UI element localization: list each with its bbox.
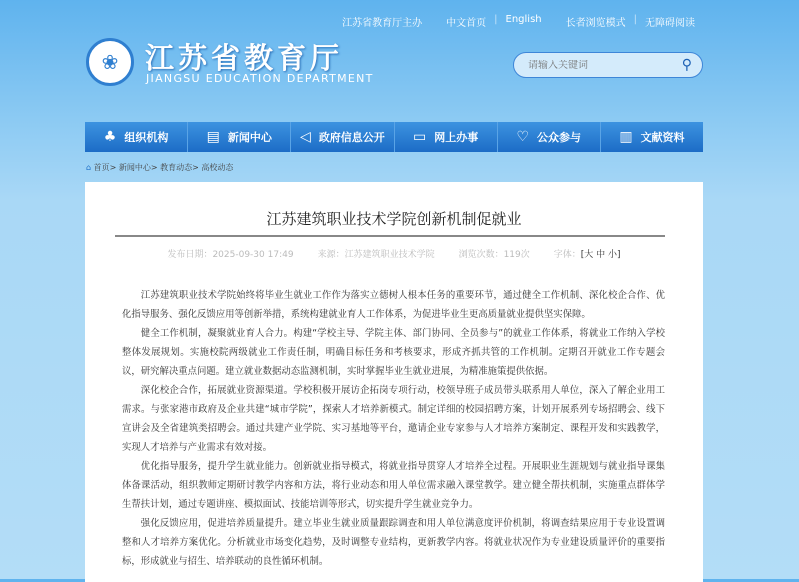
view-count: 浏览次数：119次 <box>458 250 530 260</box>
nav-item-1[interactable] <box>188 122 291 152</box>
nav-label: 公众参与 <box>537 131 582 144</box>
breadcrumb-home[interactable]: 首页 <box>93 163 110 172</box>
divider: | <box>494 14 498 25</box>
search-input[interactable] <box>528 60 682 71</box>
nav-item-0[interactable] <box>85 122 188 152</box>
printer-icon: ▥ <box>619 129 633 145</box>
home-icon: ⌂ <box>86 163 92 172</box>
title-divider <box>115 235 665 237</box>
main-nav <box>85 122 703 152</box>
breadcrumb-edu-news[interactable]: 教育动态 <box>160 163 193 172</box>
nav-item-2[interactable] <box>291 122 394 152</box>
org-chart-icon: ♣ <box>103 129 117 145</box>
nav-item-3[interactable] <box>395 122 498 152</box>
heart-icon: ♡ <box>516 129 530 145</box>
sponsor-text: 江苏省教育厅主办 <box>342 18 423 29</box>
link-elder-mode[interactable]: 长者浏览模式 <box>565 18 626 29</box>
logo-emblem-icon[interactable]: ❀ <box>86 38 134 86</box>
paragraph: 江苏建筑职业技术学院始终将毕业生就业工作作为落实立德树人根本任务的重要环节，通过健全工作机制、深化校企合作、优化指导服务、强化反馈应用等创新举措，系统构建就业育人工作体系，为促进毕业生更高质量就业提供坚实保障。 <box>122 290 665 320</box>
search-icon[interactable]: ⚲ <box>681 57 692 73</box>
document-icon: ▤ <box>206 129 220 145</box>
monitor-icon: ▭ <box>412 129 427 145</box>
paragraph: 健全工作机制，凝聚就业育人合力。构建“学校主导、学院主体、部门协同、全员参与”的就业工作体系，将就业工作纳入学校整体发展规划。实施校院两级就业工作责任制，明确目标任务和考核要求，形成齐抓共管的工作机制。定期召开就业工作专题会议，研究解决重点问题。建立就业数据动态监测机制，实时掌握毕业生就业进展，为精准施策提供依据。 <box>122 328 665 377</box>
article-meta <box>85 247 703 260</box>
site-title-en: JIANGSU EDUCATION DEPARTMENT <box>146 72 374 85</box>
nav-label: 文献资料 <box>640 131 685 144</box>
breadcrumb-news[interactable]: 新闻中心 <box>118 163 151 172</box>
article-card <box>85 182 703 582</box>
search-box <box>513 52 703 78</box>
nav-label: 网上办事 <box>434 131 479 144</box>
nav-label: 组织机构 <box>124 131 169 144</box>
font-label: 字体： <box>553 250 581 260</box>
nav-label: 新闻中心 <box>227 131 272 144</box>
top-links <box>338 14 699 29</box>
link-english[interactable]: English <box>505 14 542 25</box>
nav-label: 政府信息公开 <box>318 131 385 144</box>
paragraph: 深化校企合作，拓展就业资源渠道。学校积极开展访企拓岗专项行动，校领导班子成员带头联系用人单位，深入了解企业用工需求。与张家港市政府及企业共建“城市学院”，探索人才培养新模式。制定详细的校园招聘方案，计划开展系列专场招聘会、线下宣讲会及全省建筑类招聘会。通过共建产业学院、实习基地等平台，邀请企业专家参与人才培养方案制定、课程开发和实践教学，实现人才培养与产业需求有效对接。 <box>122 385 665 453</box>
publish-date: 发布日期：2025-09-30 17:49 <box>167 250 294 260</box>
divider: | <box>633 14 637 25</box>
site-title[interactable]: 江苏省教育厅 <box>145 41 344 75</box>
source: 来源：江苏建筑职业技术学院 <box>317 250 435 260</box>
nav-item-4[interactable] <box>498 122 601 152</box>
breadcrumb: ⌂ 首页> 新闻中心> 教育动态> 高校动态 <box>86 163 234 172</box>
paragraph: 强化反馈应用，促进培养质量提升。建立毕业生就业质量跟踪调查和用人单位满意度评价机制，将调查结果应用于专业设置调整和人才培养方案优化。分析就业市场变化趋势，及时调整专业结构，更新教学内容。将就业状况作为专业建设质量评价的重要指标，形成就业与招生、培养联动的良性循环机制。 <box>122 518 665 567</box>
article-body <box>122 286 665 571</box>
nav-item-5[interactable] <box>601 122 703 152</box>
megaphone-icon: ◁ <box>300 129 311 145</box>
breadcrumb-university-news[interactable]: 高校动态 <box>201 163 234 172</box>
link-chinese-home[interactable]: 中文首页 <box>446 18 487 29</box>
article-title: 江苏建筑职业技术学院创新机制促就业 <box>266 210 522 228</box>
paragraph: 优化指导服务，提升学生就业能力。创新就业指导模式，将就业指导贯穿人才培养全过程。开展职业生涯规划与就业指导课集体备课活动，组织教师定期研讨教学内容和方法，将行业动态和用人单位需求融入课堂教学。建立健全帮扶机制，实施重点群体学生帮扶计划，通过专题讲座、模拟面试、技能培训等形式，切实提升学生就业竞争力。 <box>122 461 665 510</box>
font-size-switcher[interactable]: [大 中 小] <box>580 250 621 260</box>
link-accessibility[interactable]: 无障碍阅读 <box>645 18 695 29</box>
